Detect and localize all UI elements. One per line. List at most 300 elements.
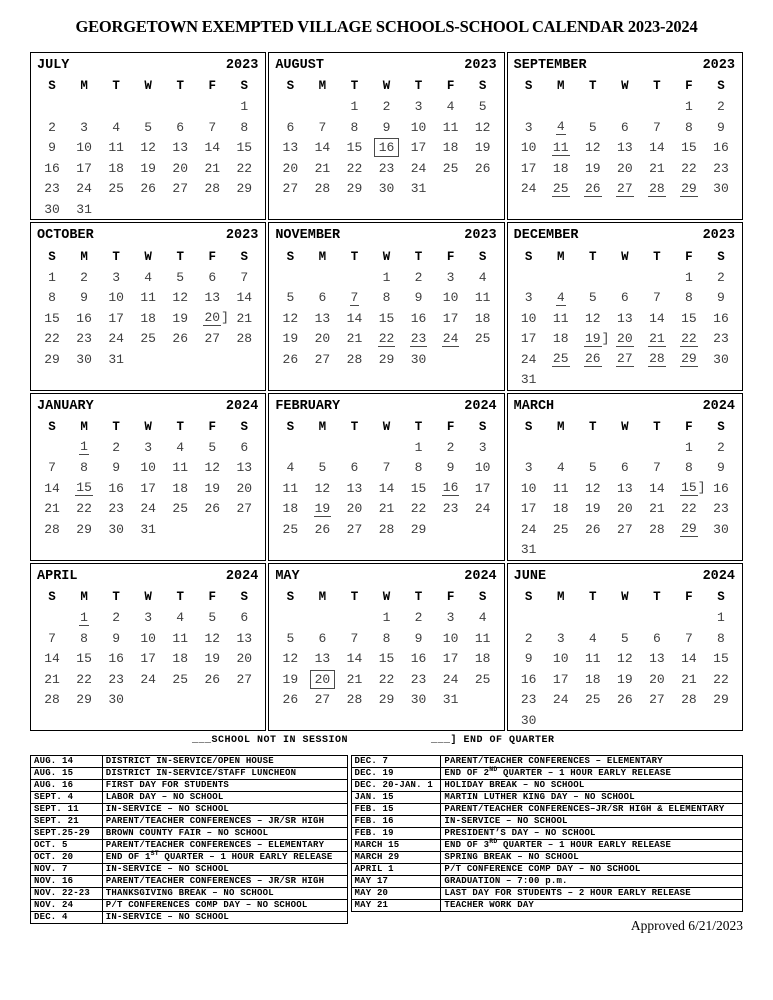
date-cell bbox=[274, 499, 306, 520]
month-weeks bbox=[274, 417, 498, 540]
date-cell bbox=[306, 267, 338, 288]
date-number: 25 bbox=[442, 160, 459, 176]
date-number: 11 bbox=[552, 139, 569, 155]
month-name: MAY bbox=[275, 568, 300, 584]
date-cell bbox=[545, 478, 577, 499]
date-number: 6 bbox=[350, 460, 359, 476]
date-cell bbox=[403, 97, 435, 118]
date-cell bbox=[641, 478, 673, 499]
event-row bbox=[351, 852, 742, 864]
date-number: 23 bbox=[44, 181, 60, 197]
date-cell bbox=[306, 328, 338, 349]
date-cell bbox=[196, 308, 228, 329]
date-cell bbox=[196, 478, 228, 499]
date-cell bbox=[705, 689, 737, 710]
day-of-week-header: T bbox=[176, 79, 184, 94]
day-of-week-header: S bbox=[717, 79, 725, 94]
date-number: 8 bbox=[350, 119, 359, 135]
calendar-legend bbox=[30, 735, 743, 746]
date-number: 3 bbox=[524, 290, 533, 305]
date-cell bbox=[68, 328, 100, 349]
date-number: 10 bbox=[108, 290, 124, 305]
date-cell bbox=[164, 499, 196, 520]
date-cell bbox=[100, 437, 132, 458]
month-name: APRIL bbox=[37, 568, 78, 584]
date-cell bbox=[100, 138, 132, 159]
month-name: AUGUST bbox=[275, 58, 324, 73]
date-cell bbox=[435, 117, 467, 138]
date-number: 19 bbox=[282, 671, 299, 687]
date-number: 5 bbox=[588, 119, 597, 135]
date-cell bbox=[705, 648, 737, 669]
date-number: 30 bbox=[108, 521, 124, 537]
date-number: 15 bbox=[378, 651, 395, 666]
date-cell bbox=[641, 437, 673, 458]
date-number: 7 bbox=[652, 460, 661, 476]
date-cell bbox=[164, 158, 196, 179]
month-year: 2023 bbox=[702, 58, 735, 73]
date-number: 14 bbox=[44, 480, 60, 496]
date-number: 8 bbox=[80, 460, 88, 476]
date-number: 3 bbox=[556, 630, 565, 646]
date-number: 26 bbox=[584, 180, 601, 196]
date-number: 13 bbox=[617, 140, 633, 156]
date-cell bbox=[36, 138, 68, 159]
date-cell bbox=[403, 287, 435, 308]
day-of-week-header: F bbox=[685, 249, 693, 264]
date-cell bbox=[545, 540, 577, 561]
date-cell bbox=[306, 308, 338, 329]
date-cell bbox=[545, 607, 577, 628]
event-date: AUG. 14 bbox=[31, 756, 103, 768]
date-number: 26 bbox=[204, 501, 221, 517]
day-of-week-header: M bbox=[80, 249, 88, 264]
date-number: 1 bbox=[382, 610, 391, 625]
date-number: 29 bbox=[76, 521, 92, 537]
date-cell bbox=[338, 669, 370, 690]
date-cell bbox=[513, 689, 545, 710]
event-date: MARCH 29 bbox=[351, 852, 441, 864]
date-cell bbox=[513, 349, 545, 370]
date-cell bbox=[36, 648, 68, 669]
date-cell bbox=[306, 117, 338, 138]
date-cell bbox=[100, 267, 132, 288]
date-cell bbox=[403, 458, 435, 479]
day-of-week-header: M bbox=[318, 590, 327, 604]
event-row bbox=[31, 864, 348, 876]
date-number: 1 bbox=[685, 439, 693, 455]
date-cell bbox=[467, 158, 499, 179]
date-cell bbox=[228, 349, 260, 370]
date-cell bbox=[68, 349, 100, 370]
date-cell bbox=[609, 349, 641, 370]
date-cell bbox=[68, 648, 100, 669]
date-number: 2 bbox=[414, 269, 423, 285]
date-cell bbox=[132, 349, 164, 370]
date-cell bbox=[467, 117, 499, 138]
date-number: 18 bbox=[282, 501, 299, 517]
month-header bbox=[274, 55, 498, 76]
date-cell bbox=[164, 519, 196, 540]
date-number: 17 bbox=[442, 651, 459, 666]
event-description: IN-SERVICE – NO SCHOOL bbox=[102, 864, 347, 876]
date-number: 30 bbox=[410, 692, 427, 707]
date-number: 20 bbox=[236, 651, 253, 666]
date-number: 30 bbox=[378, 181, 395, 197]
date-number: 7 bbox=[652, 290, 661, 305]
date-number: 3 bbox=[446, 269, 455, 285]
date-cell bbox=[338, 287, 370, 308]
date-cell bbox=[705, 287, 737, 308]
date-cell bbox=[196, 437, 228, 458]
date-cell bbox=[577, 648, 609, 669]
month-march bbox=[507, 393, 743, 561]
date-cell bbox=[370, 328, 402, 349]
date-cell bbox=[164, 437, 196, 458]
date-number: 19 bbox=[172, 310, 189, 326]
date-number: 27 bbox=[314, 351, 331, 367]
month-name: SEPTEMBER bbox=[513, 58, 587, 73]
date-cell bbox=[228, 478, 260, 499]
date-cell bbox=[132, 158, 164, 179]
date-cell bbox=[274, 267, 306, 288]
month-weeks bbox=[274, 587, 498, 710]
event-row bbox=[351, 828, 742, 840]
date-number: 2 bbox=[80, 269, 88, 285]
date-number: 18 bbox=[552, 501, 569, 517]
day-of-week-header: F bbox=[685, 419, 693, 434]
date-cell bbox=[196, 138, 228, 159]
date-number: 1 bbox=[382, 269, 391, 285]
month-year: 2024 bbox=[225, 398, 259, 414]
day-of-week-header: T bbox=[112, 249, 120, 264]
event-row bbox=[351, 792, 742, 804]
date-number: 23 bbox=[108, 671, 124, 687]
date-number: 28 bbox=[378, 521, 395, 537]
date-number: 6 bbox=[620, 290, 629, 305]
date-number: 16 bbox=[713, 140, 729, 156]
date-cell bbox=[435, 97, 467, 118]
date-cell bbox=[435, 349, 467, 370]
date-cell bbox=[513, 158, 545, 179]
date-cell bbox=[370, 138, 402, 159]
date-cell bbox=[164, 97, 196, 118]
date-cell bbox=[513, 138, 545, 159]
date-cell bbox=[705, 97, 737, 118]
event-date: DEC. 20-JAN. 1 bbox=[351, 780, 441, 792]
date-cell bbox=[513, 328, 545, 349]
date-cell bbox=[641, 607, 673, 628]
date-cell bbox=[545, 369, 577, 390]
month-name: DECEMBER bbox=[513, 228, 579, 244]
date-cell bbox=[36, 628, 68, 649]
date-cell bbox=[403, 628, 435, 649]
date-number: 18 bbox=[552, 331, 569, 346]
date-number: 25 bbox=[552, 521, 569, 537]
event-description: PARENT/TEACHER CONFERENCES – JR/SR HIGH bbox=[102, 876, 347, 888]
day-of-week-header: F bbox=[446, 249, 455, 264]
date-cell bbox=[196, 689, 228, 710]
date-number: 9 bbox=[717, 460, 725, 476]
date-number: 10 bbox=[442, 630, 459, 646]
end-of-quarter-bracket: ] bbox=[221, 310, 229, 325]
date-cell bbox=[577, 540, 609, 561]
event-date: OCT. 5 bbox=[31, 840, 103, 852]
month-header bbox=[274, 225, 498, 246]
date-cell bbox=[306, 648, 338, 669]
date-cell bbox=[132, 499, 164, 520]
date-cell bbox=[403, 308, 435, 329]
date-cell bbox=[545, 628, 577, 649]
date-cell bbox=[132, 138, 164, 159]
event-row bbox=[31, 888, 348, 900]
date-cell bbox=[545, 648, 577, 669]
date-cell bbox=[100, 97, 132, 118]
date-number: 22 bbox=[378, 671, 395, 687]
date-cell bbox=[196, 328, 228, 349]
date-number: 9 bbox=[80, 290, 88, 305]
date-cell bbox=[132, 308, 164, 329]
date-cell bbox=[370, 458, 402, 479]
date-cell bbox=[132, 648, 164, 669]
date-cell bbox=[609, 519, 641, 540]
date-number: 28 bbox=[236, 331, 253, 346]
date-number: 17 bbox=[520, 160, 537, 176]
date-cell bbox=[705, 349, 737, 370]
event-date: MAY 17 bbox=[351, 876, 441, 888]
page-title: GEORGETOWN EXEMPTED VILLAGE SCHOOLS-SCHOOL CALENDAR 2023-2024 bbox=[75, 17, 698, 36]
month-header bbox=[36, 396, 260, 417]
date-cell bbox=[673, 710, 705, 731]
date-number: 3 bbox=[144, 610, 153, 625]
date-number: 20 bbox=[649, 671, 665, 687]
date-number: 18 bbox=[172, 651, 189, 666]
date-cell bbox=[338, 308, 370, 329]
date-cell bbox=[705, 158, 737, 179]
day-of-week-header: S bbox=[478, 249, 487, 264]
date-cell bbox=[435, 328, 467, 349]
event-date: AUG. 16 bbox=[31, 780, 103, 792]
date-cell bbox=[338, 478, 370, 499]
ordinal-suffix: ST bbox=[150, 850, 159, 857]
day-of-week-header: T bbox=[414, 419, 423, 434]
day-of-week-header: T bbox=[350, 79, 359, 94]
date-cell bbox=[132, 519, 164, 540]
date-number: 22 bbox=[236, 160, 253, 176]
event-description: DISTRICT IN-SERVICE/STAFF LUNCHEON bbox=[102, 768, 347, 780]
date-cell bbox=[673, 369, 705, 390]
date-number: 1 bbox=[350, 99, 359, 115]
date-number: 21 bbox=[649, 160, 665, 176]
date-cell bbox=[370, 349, 402, 370]
date-cell bbox=[228, 499, 260, 520]
date-cell bbox=[338, 349, 370, 370]
date-number: 29 bbox=[681, 351, 697, 366]
date-cell bbox=[609, 97, 641, 118]
date-number: 9 bbox=[717, 290, 725, 305]
event-description: IN-SERVICE – NO SCHOOL bbox=[102, 912, 347, 924]
date-cell bbox=[68, 607, 100, 628]
event-date: FEB. 15 bbox=[351, 804, 441, 816]
date-cell bbox=[68, 97, 100, 118]
date-number: 13 bbox=[172, 140, 189, 156]
date-number: 13 bbox=[204, 290, 221, 305]
date-number: 27 bbox=[282, 181, 299, 197]
date-cell bbox=[36, 458, 68, 479]
day-of-week-header: F bbox=[208, 419, 217, 434]
day-of-week-header: W bbox=[144, 249, 152, 264]
date-number: 24 bbox=[520, 181, 537, 197]
event-description: PARENT/TEACHER CONFERENCES – JR/SR HIGH bbox=[102, 816, 347, 828]
date-number: 5 bbox=[208, 439, 217, 455]
day-of-week-header: W bbox=[382, 79, 391, 94]
date-cell bbox=[100, 199, 132, 220]
date-number: 29 bbox=[236, 181, 253, 197]
date-cell bbox=[435, 158, 467, 179]
date-number: 21 bbox=[44, 501, 60, 517]
date-number: 25 bbox=[584, 692, 601, 707]
day-of-week-header: W bbox=[621, 419, 629, 434]
date-cell bbox=[513, 267, 545, 288]
month-weeks bbox=[36, 587, 260, 710]
date-number: 11 bbox=[282, 480, 299, 496]
date-cell bbox=[132, 628, 164, 649]
date-number: 23 bbox=[520, 692, 537, 707]
date-cell bbox=[467, 328, 499, 349]
date-number: 19 bbox=[282, 331, 299, 346]
date-cell bbox=[705, 628, 737, 649]
date-number: 15 bbox=[76, 651, 92, 666]
day-of-week-header: S bbox=[48, 419, 56, 434]
month-header bbox=[36, 566, 260, 587]
month-weeks bbox=[513, 417, 737, 561]
event-description: LAST DAY FOR STUDENTS – 2 HOUR EARLY RELEASE bbox=[441, 888, 743, 900]
event-description: END OF 3RD QUARTER – 1 HOUR EARLY RELEASE bbox=[441, 840, 743, 852]
date-number: 5 bbox=[478, 99, 487, 115]
date-number: 29 bbox=[346, 181, 363, 197]
date-number: 27 bbox=[236, 501, 253, 517]
date-number: 7 bbox=[382, 460, 391, 476]
date-cell bbox=[513, 97, 545, 118]
date-cell bbox=[435, 499, 467, 520]
date-number: 14 bbox=[649, 310, 665, 326]
date-number: 10 bbox=[520, 310, 537, 326]
date-number: 10 bbox=[474, 460, 491, 476]
date-number: 9 bbox=[717, 119, 725, 135]
date-number: 14 bbox=[649, 480, 665, 496]
date-cell bbox=[577, 349, 609, 370]
date-number: 3 bbox=[112, 269, 121, 285]
date-number: 11 bbox=[552, 310, 569, 326]
date-cell bbox=[673, 478, 705, 499]
date-number: 16 bbox=[442, 480, 459, 496]
date-cell bbox=[306, 628, 338, 649]
date-cell bbox=[641, 519, 673, 540]
date-number: 6 bbox=[240, 610, 249, 625]
date-number: 15 bbox=[713, 651, 729, 666]
day-of-week-header: S bbox=[240, 419, 249, 434]
date-number: 30 bbox=[76, 351, 92, 367]
date-number: 14 bbox=[314, 140, 331, 156]
date-number: 5 bbox=[286, 290, 295, 305]
date-cell bbox=[513, 607, 545, 628]
date-number: 17 bbox=[140, 480, 156, 496]
date-number: 19 bbox=[474, 140, 491, 156]
date-number: 1 bbox=[80, 609, 88, 625]
date-cell bbox=[68, 689, 100, 710]
date-cell bbox=[435, 179, 467, 200]
event-row bbox=[351, 888, 742, 900]
date-cell bbox=[228, 97, 260, 118]
date-number: 31 bbox=[520, 372, 537, 387]
month-header bbox=[513, 225, 737, 246]
day-of-week-header: S bbox=[286, 79, 295, 94]
date-cell bbox=[36, 158, 68, 179]
month-header bbox=[274, 566, 498, 587]
month-weeks bbox=[36, 246, 260, 369]
date-cell bbox=[641, 308, 673, 329]
event-date: MAY 20 bbox=[351, 888, 441, 900]
date-number: 25 bbox=[172, 501, 189, 517]
date-cell bbox=[338, 628, 370, 649]
date-number: 11 bbox=[474, 290, 491, 305]
date-number: 17 bbox=[442, 310, 459, 326]
date-cell bbox=[338, 97, 370, 118]
date-number: 5 bbox=[286, 630, 295, 646]
date-number: 10 bbox=[410, 119, 427, 135]
date-number: 17 bbox=[410, 140, 427, 156]
event-description: IN-SERVICE – NO SCHOOL bbox=[441, 816, 743, 828]
date-number: 22 bbox=[76, 501, 92, 517]
date-number: 10 bbox=[140, 460, 156, 476]
date-cell bbox=[68, 179, 100, 200]
date-number: 27 bbox=[617, 521, 633, 537]
date-cell bbox=[100, 607, 132, 628]
date-cell bbox=[673, 628, 705, 649]
date-cell bbox=[164, 287, 196, 308]
day-of-week-header: S bbox=[240, 249, 249, 264]
date-number: 2 bbox=[717, 99, 725, 115]
date-cell bbox=[673, 458, 705, 479]
date-cell bbox=[164, 349, 196, 370]
date-number: 15 bbox=[236, 140, 253, 156]
month-header bbox=[513, 566, 737, 587]
date-number: 9 bbox=[112, 460, 121, 476]
date-cell bbox=[338, 458, 370, 479]
date-number: 22 bbox=[713, 671, 729, 687]
date-cell bbox=[403, 499, 435, 520]
date-cell bbox=[545, 458, 577, 479]
date-number: 24 bbox=[410, 160, 427, 176]
date-cell bbox=[609, 158, 641, 179]
day-of-week-header: S bbox=[478, 419, 487, 434]
date-number: 28 bbox=[649, 521, 665, 537]
date-cell bbox=[673, 669, 705, 690]
day-of-week-header: W bbox=[382, 419, 391, 434]
date-cell bbox=[577, 117, 609, 138]
date-cell bbox=[673, 267, 705, 288]
date-number: 29 bbox=[681, 521, 697, 537]
date-cell bbox=[545, 689, 577, 710]
date-cell bbox=[100, 287, 132, 308]
date-cell bbox=[435, 519, 467, 540]
date-number: 21 bbox=[649, 501, 665, 517]
date-number: 7 bbox=[240, 269, 249, 285]
date-cell bbox=[274, 669, 306, 690]
date-number: 11 bbox=[442, 119, 459, 135]
event-row bbox=[351, 864, 742, 876]
date-cell bbox=[132, 287, 164, 308]
